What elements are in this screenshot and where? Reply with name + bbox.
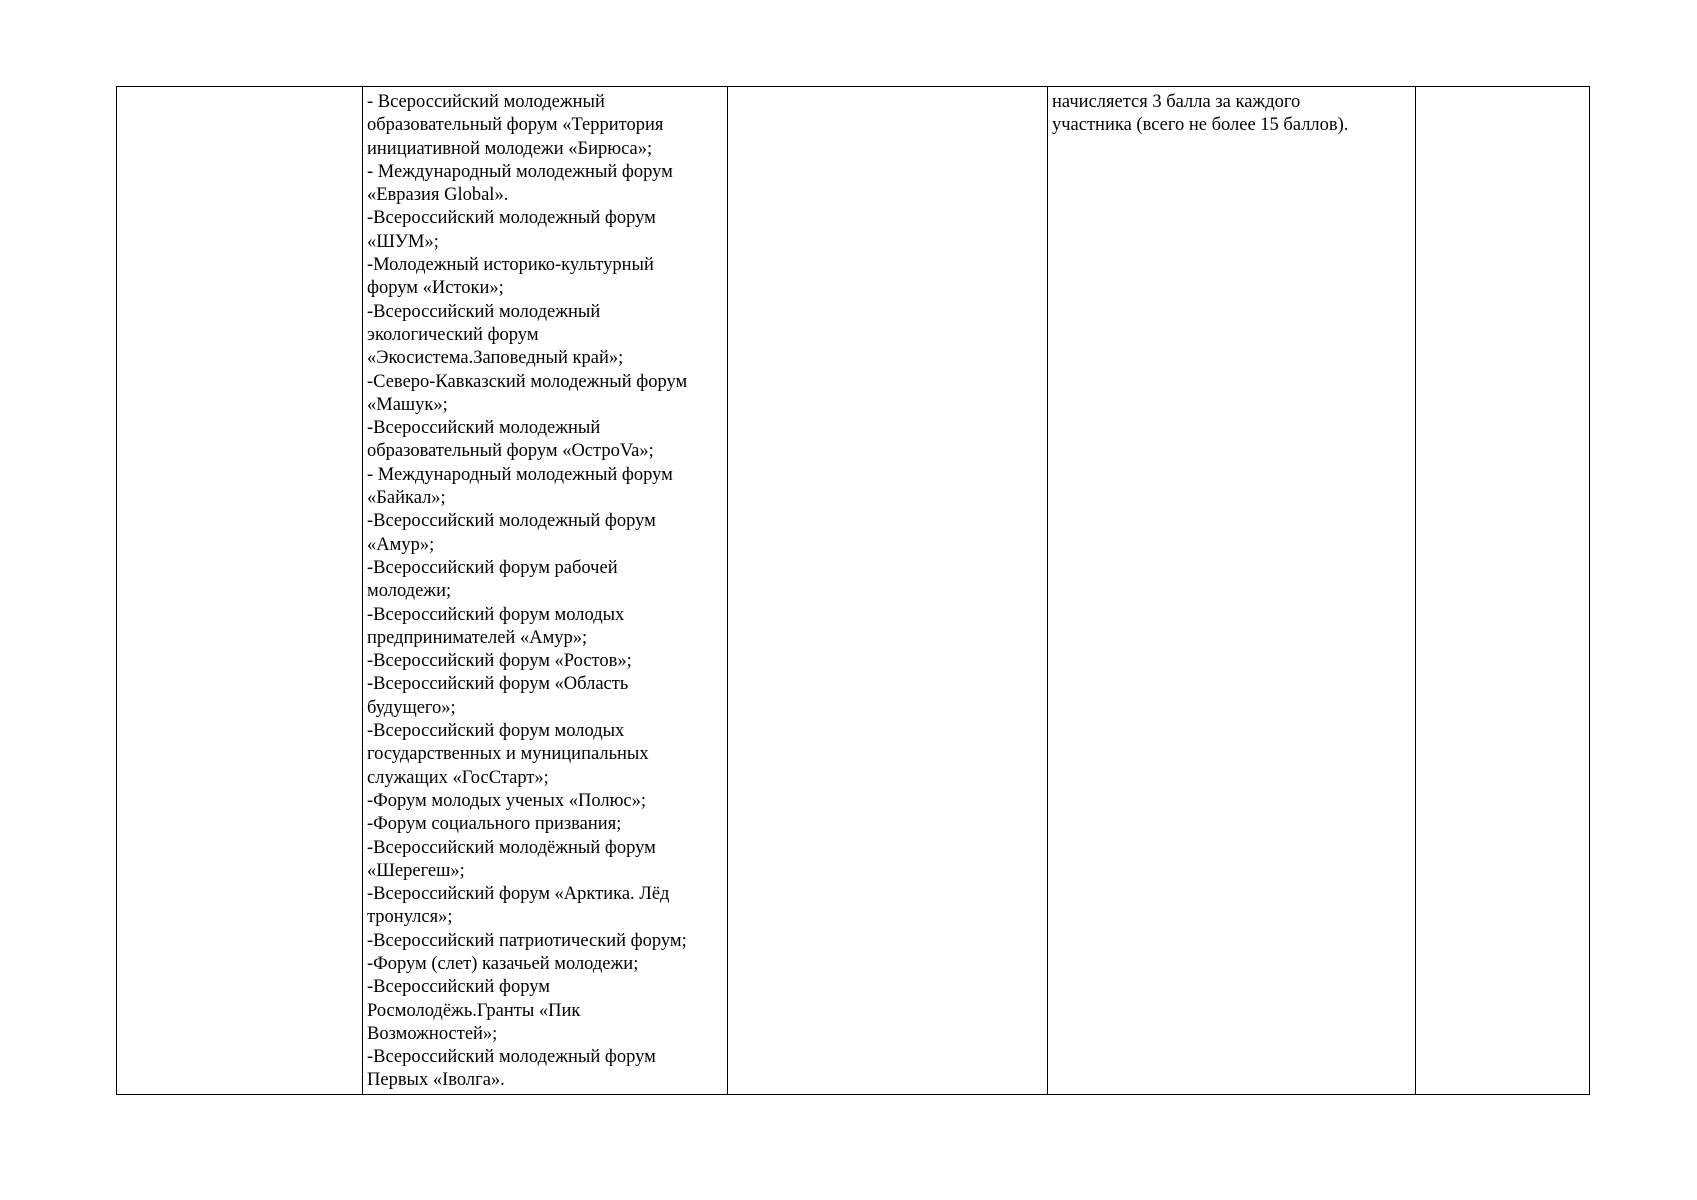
forum-list-line: молодежи; — [367, 581, 452, 602]
table-cell-forums-list — [363, 87, 728, 1095]
table-cell-1 — [117, 87, 363, 1095]
forum-list-line: -Форум социального призвания; — [367, 814, 622, 835]
forum-list-line: форум «Истоки»; — [367, 278, 504, 299]
forum-list-line: - Международный молодежный форум — [367, 464, 673, 485]
forum-list-line: -Всероссийский молодежный форум — [367, 1047, 656, 1068]
forum-list-line: -Всероссийский молодежный форум — [367, 511, 656, 532]
forum-list-line: образовательный форум «ОстроVa»; — [367, 441, 654, 462]
forum-list-line: «Евразия Global». — [367, 185, 509, 206]
forum-list-line: предпринимателей «Амур»; — [367, 627, 588, 648]
forum-list-line: инициативной молодежи «Бирюса»; — [367, 138, 653, 159]
forum-list-line: «ШУМ»; — [367, 231, 439, 252]
forum-list-line: «Амур»; — [367, 534, 435, 555]
forum-list-line: -Всероссийский форум молодых — [367, 721, 625, 742]
forum-list-line: -Всероссийский молодежный — [367, 301, 601, 322]
forum-list-line: экологический форум — [367, 324, 539, 345]
forum-list-line: Первых «Іволга». — [367, 1070, 505, 1091]
forum-list-line: -Всероссийский форум «Арктика. Лёд — [367, 884, 670, 905]
forum-list-line: «Экосистема.Заповедный край»; — [367, 348, 624, 369]
table-cell-5 — [1416, 87, 1590, 1095]
table-cell-scoring — [1048, 87, 1416, 1095]
forum-list-line: - Международный молодежный форум — [367, 161, 673, 182]
forum-list-line: -Форум (слет) казачьей молодежи; — [367, 953, 639, 974]
forum-list-line: государственных и муниципальных — [367, 744, 649, 765]
forum-list-line: -Всероссийский форум молодых — [367, 604, 625, 625]
forum-list-line: Росмолодёжь.Гранты «Пик — [367, 1000, 581, 1021]
forum-list-line: тронулся»; — [367, 907, 453, 928]
forum-list-line: -Молодежный историко-культурный — [367, 255, 654, 276]
forum-list-line: -Всероссийский молодёжный форум — [367, 837, 656, 858]
forum-list-line: «Шерегеш»; — [367, 860, 465, 881]
criteria-table — [116, 86, 1590, 1095]
forum-list-line: -Всероссийский форум «Ростов»; — [367, 651, 632, 672]
forum-list-line: -Всероссийский форум рабочей — [367, 557, 618, 578]
forum-list-line: - Всероссийский молодежный — [367, 92, 605, 112]
scoring-text-line: участника (всего не более 15 баллов). — [1052, 115, 1349, 136]
forum-list-line: -Всероссийский форум «Область — [367, 674, 629, 695]
forum-list-line: -Всероссийский патриотический форум; — [367, 930, 687, 951]
forum-list-line: -Всероссийский молодежный форум — [367, 208, 656, 229]
forum-list-line: будущего»; — [367, 697, 456, 718]
forum-list-line: служащих «ГосСтарт»; — [367, 767, 549, 788]
forum-list-line: -Форум молодых ученых «Полюс»; — [367, 790, 646, 811]
forum-list-line: Возможностей»; — [367, 1023, 498, 1044]
scoring-text-line: начисляется 3 балла за каждого — [1052, 92, 1301, 112]
forum-list-line: «Байкал»; — [367, 488, 446, 509]
forum-list-line: -Всероссийский форум — [367, 977, 550, 998]
forum-list-line: -Всероссийский молодежный — [367, 418, 601, 439]
table-row — [117, 87, 1590, 1095]
table-cell-3 — [728, 87, 1048, 1095]
forum-list-line: «Машук»; — [367, 394, 448, 415]
forum-list-line: -Северо-Кавказский молодежный форум — [367, 371, 688, 392]
forum-list-line: образовательный форум «Территория — [367, 115, 664, 136]
